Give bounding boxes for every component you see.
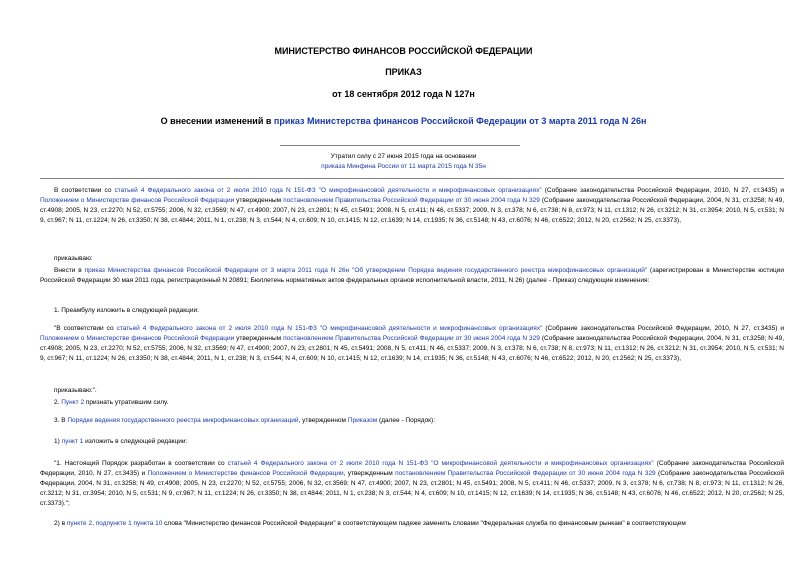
subitem-2-number: 2) в	[54, 520, 67, 527]
intro-text-4: (Собрание законодательства Российской Федерации, 2004, N 31, ст.3258; N 49, ст.4908; 2005, N 23, ст.2270; N 52, ст.5755; 2006, N 32, ст.3569; N 47, ст.4900; 2007, N 23, ст.2801; N 45, ст.5491; 2008, N 5, ст.411; N 46, ст.5337; 2009, N 3, ст.378; N 6, ст.738; N 8, ст.973; N 11, ст.1312; N 26, ст.3212; N 31, ст.3954; 2010, N 5, ст.531; N 9, ст.967; N 11, ст.1224; N 26, ст.3350; N 38, ст.4844; 2011, N 1, ст.238; N 3, ст.544; N 4, ст.609; N 10, ст.1415; N 12, ст.1639; N 14, ст.1935; N 36, ст.5148; N 43, ст.6076; N 46, ст.6522; 2012, N 20, ст.2562; N 25, ст.3373),	[40, 197, 784, 224]
subpoint-1-point-10-link[interactable]: подпункте 1 пункта 10	[95, 520, 163, 527]
quote-text-2: (Собрание законодательства Российской Федерации, 2010, N 27, ст.3435) и	[542, 325, 785, 332]
quoted-preamble	[40, 324, 784, 364]
quote2-text-2: (Собрание законодательства Российской Федерации, 2010, N 27, ст.3435) и	[40, 460, 784, 477]
quote-text-4: (Собрание законодательства Российской Федерации, 2004, N 31, ст.3258; N 49, ст.4908; 2005, N 23, ст.2270; N 52, ст.5755; 2006, N 32, ст.3569; N 47, ст.4900; 2007, N 23, ст.2801; N 45, ст.5491; 2008, N 5, ст.411; N 46, ст.5337; 2009, N 3, ст.378; N 6, ст.738; N 8, ст.973; N 11, ст.1312; N 26, ст.3212; N 31, ст.3954; 2010, N 5, ст.531; N 9, ст.967; N 11, ст.1224; N 26, ст.3350; N 38, ст.4844; 2011, N 1, ст.238; N 3, ст.544; N 4, ст.609; N 10, ст.1415; N 12, ст.1639; N 14, ст.1935; N 36, ст.5148; N 43, ст.6076; N 46, ст.6522; 2012, N 20, ст.2562; N 25, ст.3373),	[40, 335, 784, 362]
amend-intro-text-1: Внести в	[54, 267, 85, 274]
status-divider	[40, 178, 784, 179]
order-link[interactable]: Приказом	[347, 417, 378, 424]
doc-title-link[interactable]: приказ Министерства финансов Российской Федерации от 3 марта 2011 года N 26н	[273, 116, 647, 126]
quote-government-decree-link[interactable]: постановлением Правительства Российской Федерации от 30 июня 2004 года N 329	[283, 335, 540, 342]
order-word-quoted: приказываю:".	[54, 387, 97, 394]
intro-paragraph	[40, 186, 784, 226]
item-3-number: 3. В	[54, 417, 68, 424]
point-2-link[interactable]: пункте 2	[66, 520, 93, 527]
government-decree-link[interactable]: постановлением Правительства Российской Федерации от 30 июня 2004 года N 329	[283, 197, 540, 204]
quote2-text-4: (Собрание законодательства Российской Федерации, 2004, N 31, ст.3258; N 49, ст.4908; 2005, N 23, ст.2270; N 52, ст.5755; 2006, N 32, ст.3569; N 47, ст.4900; 2007, N 23, ст.2801; N 45, ст.5491; 2008, N 5, ст.411; N 46, ст.5337; 2009, N 3, ст.378; N 6, ст.738; N 8, ст.973; N 11, ст.1312; N 26, ст.3212; N 31, ст.3954; 2010, N 5, ст.531; N 9, ст.967; N 11, ст.1224; N 26, ст.3350; N 38, ст.4844; 2011, N 1, ст.238; N 3, ст.544; N 4, ст.609; N 10, ст.1415; N 12, ст.1639; N 14, ст.1935; N 36, ст.5148; N 43, ст.6076; N 46, ст.6522; 2012, N 20, ст.2562; N 25, ст.3373).";	[40, 470, 784, 507]
doc-date-number: от 18 сентября 2012 года N 127н	[332, 89, 475, 99]
quote-ministry-regulation-link[interactable]: Положением о Министерстве финансов Российской Федерации	[40, 335, 235, 342]
subitem-2	[40, 519, 784, 529]
amend-intro-paragraph	[40, 266, 784, 286]
item-2	[54, 398, 168, 408]
item-3-text-2: (далее - Порядок):	[377, 417, 435, 424]
order-word: приказываю:	[54, 255, 93, 262]
quote-text-3: утвержденным	[234, 335, 284, 342]
item-1: 1. Преамбулу изложить в следующей редакции:	[54, 307, 199, 314]
title-divider	[280, 145, 520, 146]
subitem-1-number: 1)	[54, 438, 62, 445]
intro-text-3: утвержденным	[234, 197, 284, 204]
quoted-point-1	[40, 459, 784, 509]
doc-title	[0, 116, 807, 126]
doc-title-prefix: О внесении изменений в	[160, 116, 274, 126]
item-2-number: 2.	[54, 399, 62, 406]
item-3-text-1: , утвержденном	[298, 417, 348, 424]
amend-intro-text-2: (зарегистрирован в Министерстве юстиции Российской Федерации 30 мая 2011 года, регистрационный N 20891; Бюллетень нормативных актов федеральных органов исполнительной власти, 2011, N 26) (далее - Приказ) следующие изменения:	[40, 267, 785, 284]
quote2-text-1: "1. Настоящий Порядок разработан в соответствии со	[54, 460, 228, 467]
status-line-1: Утратил силу с 27 июня 2015 года на основании	[330, 153, 477, 160]
quote2-law-151-link[interactable]: статьей 4 Федерального закона от 2 июля 2010 года N 151-ФЗ "О микрофинансовой деятельности и микрофинансовых организациях"	[227, 460, 654, 467]
quote-text-1: "В соответствии со	[54, 325, 117, 332]
ministry-heading: МИНИСТЕРСТВО ФИНАНСОВ РОССИЙСКОЙ ФЕДЕРАЦИИ	[274, 46, 533, 56]
quote-law-151-link[interactable]: статьей 4 Федерального закона от 2 июля 2010 года N 151-ФЗ "О микрофинансовой деятельности и микрофинансовых организациях"	[116, 325, 543, 332]
law-151-link[interactable]: статьей 4 Федерального закона от 2 июля 2010 года N 151-ФЗ "О микрофинансовой деятельности и микрофинансовых организациях"	[114, 187, 542, 194]
ministry-regulation-link[interactable]: Положением о Министерстве финансов Российской Федерации	[40, 197, 235, 204]
registry-procedure-link[interactable]: Порядке ведения государственного реестра микрофинансовых организаций	[67, 417, 299, 424]
item-2-text: признать утратившим силу.	[84, 399, 169, 406]
quote2-ministry-regulation-link[interactable]: Положением о Министерстве финансов Российской Федерации	[147, 470, 344, 477]
status-link[interactable]: приказа Минфина России от 11 марта 2015 года N 35н	[321, 163, 486, 170]
subitem-2-text-2: слова "Министерство финансов Российской Федерации" в соответствующем падеже заменить словами "Федеральная служба по финансовым рынкам" в соответствующем	[162, 520, 686, 527]
doc-type-heading: ПРИКАЗ	[385, 67, 422, 77]
subitem-1	[54, 437, 187, 447]
quote2-government-decree-link[interactable]: постановлением Правительства Российской Федерации от 30 июня 2004 года N 329	[395, 470, 656, 477]
order-26n-link[interactable]: приказ Министерства финансов Российской Федерации от 3 марта 2011 года N 26н "Об утверждении Порядка ведения государственного реестра микрофинансовых организаций"	[84, 267, 648, 274]
item-2-link[interactable]: Пункт 2	[61, 399, 85, 406]
quote2-text-3: , утвержденным	[343, 470, 396, 477]
intro-text-2: (Собрание законодательства Российской Федерации, 2010, N 27, ст.3435) и	[541, 187, 784, 194]
intro-text-1: В соответствии со	[54, 187, 115, 194]
item-3	[54, 416, 435, 426]
point-1-link[interactable]: пункт 1	[61, 438, 84, 445]
subitem-1-text: изложить в следующей редакции:	[83, 438, 188, 445]
subitem-2-text-1: ,	[92, 520, 96, 527]
